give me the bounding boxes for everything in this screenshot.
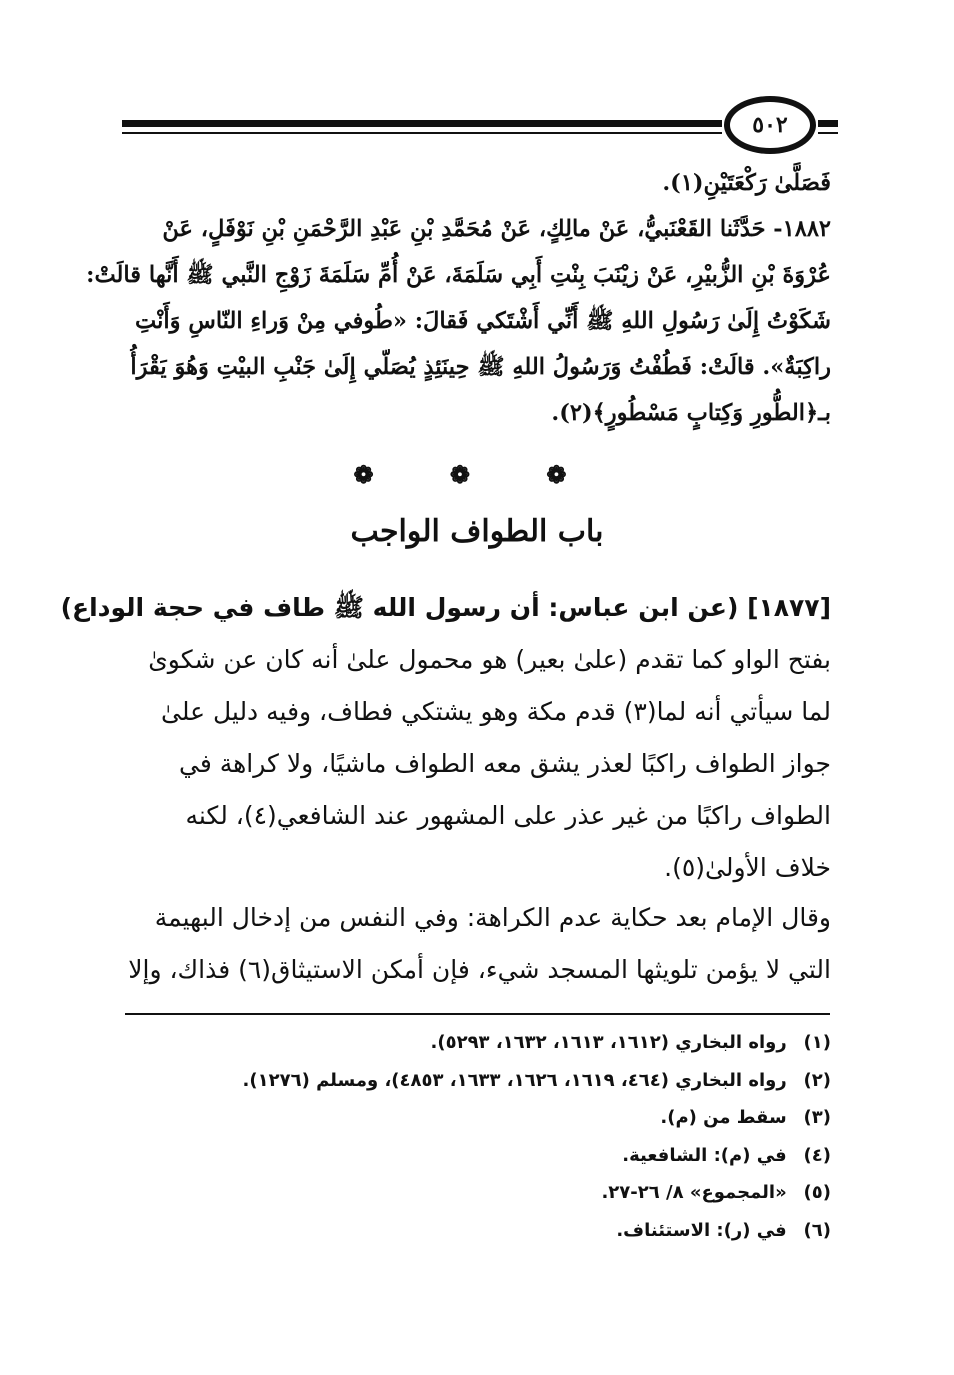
footnote-item <box>121 1099 831 1137</box>
hadith-line: فَصَلَّىٰ رَكْعَتَيْنِ(١). <box>662 170 831 196</box>
commentary-line: جواز الطواف راكبًا لعذر يشق معه الطواف ماشيًا، ولا كراهة في <box>178 749 831 778</box>
commentary-lead: [١٨٧٧] (عن ابن عباس: أن رسول الله ﷺ طاف في حجة الوداع) <box>60 593 831 622</box>
header-rule-right-thin <box>818 132 838 134</box>
hadith-line: راكِبَةٌ». قالَتْ: فَطُفْتُ وَرَسُولُ اللهِ ﷺ حِينَئِذٍ يُصَلّي إِلَىٰ جَنْبِ البيْتِ وَهُوَ يَقْرَأُ <box>130 354 831 380</box>
commentary-line: لما سيأتي أنه لما(٣) قدم مكة وهو يشتكي فطاف، وفيه دليل علىٰ <box>160 697 831 726</box>
commentary-line: بفتح الواو كما تقدم (علىٰ بعير) هو محمول علىٰ أنه كان عن شكوىٰ <box>148 645 831 674</box>
footnote-number: (٥) <box>803 1182 831 1203</box>
footnote-text: رواه البخاري (١٦١٢، ١٦١٣، ١٦٣٢، ٥٢٩٣). <box>430 1032 787 1053</box>
section-separator: ❁ ❁ ❁ <box>353 460 601 489</box>
footnote-text: رواه البخاري (٤٦٤، ١٦١٩، ١٦٢٦، ١٦٣٣، ٤٨٥٣)، ومسلم (١٢٧٦). <box>242 1069 787 1091</box>
footnote-item <box>121 1062 831 1100</box>
footnote-text: «المجموع» ٨/ ٢٦-٢٧. <box>601 1182 787 1203</box>
footnote-number: (٣) <box>803 1107 831 1128</box>
page-header <box>0 0 954 180</box>
footnote-item <box>121 1024 831 1062</box>
footnote-text: في (م): الشافعية. <box>622 1144 787 1166</box>
hadith-line: بـ﴿الطُّورِ وَكِتابٍ مَسْطُورٍ﴾(٢). <box>551 400 831 426</box>
commentary-line: خلاف الأولىٰ(٥). <box>664 853 831 882</box>
commentary-line: الطواف راكبًا من غير عذر على المشهور عند الشافعي(٤)، لكنه <box>185 801 831 830</box>
footnote-number: (٢) <box>803 1069 831 1091</box>
footnote-item <box>121 1137 831 1175</box>
hadith-line: شَكَوْتُ إِلَىٰ رَسُولِ اللهِ ﷺ أَنِّي أَشْتَكي فَقالَ: «طُوفي مِنْ وَراءِ النّاسِ وَأَنْتِ <box>135 308 831 334</box>
footnotes <box>121 1024 831 1249</box>
chapter-title: باب الطواف الواجب <box>350 514 604 549</box>
footnote-divider <box>125 1013 830 1015</box>
footnote-number: (١) <box>803 1032 831 1053</box>
footnote-number: (٦) <box>803 1219 831 1241</box>
commentary-paragraph-2 <box>121 892 831 996</box>
page-number-badge <box>724 96 816 154</box>
hadith-line: ١٨٨٢- حَدَّثَنا القَعْنَبيُّ، عَنْ مالِكٍ، عَنْ مُحَمَّدِ بْنِ عَبْدِ الرَّحْمَنِ بْنِ نَوْفَلٍ، عَنْ <box>162 216 831 242</box>
page-number: ٥٠٢ <box>752 112 788 138</box>
footnote-item <box>121 1212 831 1250</box>
commentary-line: وقال الإمام بعد حكاية عدم الكراهة: وفي النفس من إدخال البهيمة <box>154 903 831 932</box>
footnote-text: في (ر): الاستئناف. <box>616 1219 787 1241</box>
header-rule-thin <box>122 132 722 134</box>
header-rule-thick <box>122 120 722 127</box>
footnote-text: سقط من (م). <box>660 1107 787 1128</box>
commentary-block <box>60 582 831 894</box>
hadith-line: عُرْوَةَ بْنِ الزُّبيْرِ، عَنْ زيْنَبَ بِنْتِ أَبِي سَلَمَةَ، عَنْ أُمِّ سَلَمَةَ زَوْجِ النَّبي ﷺ أَنَّها قالَتْ: <box>86 262 831 288</box>
footnote-item <box>121 1174 831 1212</box>
commentary-line: التي لا يؤمن تلويثها المسجد شيء، فإن أمكن الاستيثاق(٦) فذاك، وإلا <box>128 955 831 984</box>
footnote-number: (٤) <box>803 1144 831 1166</box>
header-rule-right-thick <box>818 120 838 127</box>
hadith-block <box>86 160 831 436</box>
